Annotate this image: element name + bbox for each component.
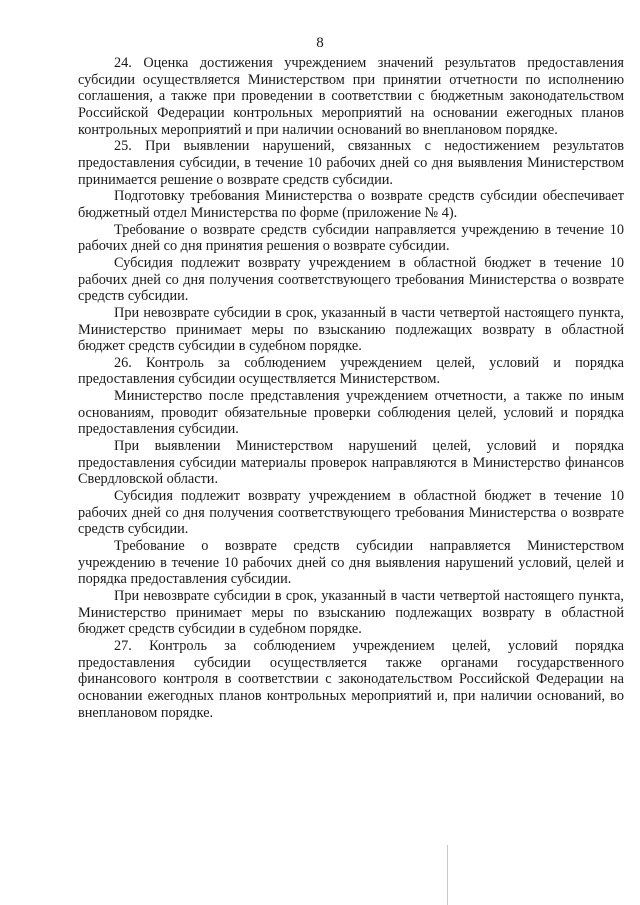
paragraph-26-inspections: Министерство после представления учреждением отчетности, а также по иным основаниям, проводит обязательные проверки соблюдения целей, условий и порядка предоставления субсидии. [78,388,624,438]
paragraph-25-requirement-preparation: Подготовку требования Министерства о возврате средств субсидии обеспечивает бюджетный отдел Министерства по форме (приложение № 4). [78,188,624,221]
scan-artifact-line [447,845,448,905]
paragraph-26-refund: Субсидия подлежит возврату учреждением в областной бюджет в течение 10 рабочих дней со дня получения соответствующего требования Министерства о возврате средств субсидии. [78,488,624,538]
paragraph-26-requirement: Требование о возврате средств субсидии направляется Министерством учреждению в течение 10 рабочих дней со дня выявления нарушений условий, целей и порядка предоставления субсидии. [78,538,624,588]
paragraph-25-recovery: При невозврате субсидии в срок, указанный в части четвертой настоящего пункта, Министерство принимает меры по взысканию подлежащих возврату в областной бюджет средств субсидии в судебном порядке. [78,304,624,355]
paragraph-25-refund: Субсидия подлежит возврату учреждением в областной бюджет в течение 10 рабочих дней со дня получения соответствующего требования Министерства о возврате средств субсидии. [78,254,624,305]
paragraph-24: 24. Оценка достижения учреждением значений результатов предоставления субсидии осуществляется Министерством при принятии отчетности по исполнению соглашения, а также при проведении в соответствии с бюджетным законодательством Российской Федерации контрольных мероприятий на основании ежегодных планов контрольных мероприятий и при наличии оснований во внеплановом порядке. [78,55,624,138]
paragraph-26-violations: При выявлении Министерством нарушений целей, условий и порядка предоставления субсидии материалы проверок направляются в Министерство финансов Свердловской области. [78,438,624,488]
paragraph-26-recovery: При невозврате субсидии в срок, указанный в части четвертой настоящего пункта, Министерство принимает меры по взысканию подлежащих возврату в областной бюджет средств субсидии в судебном порядке. [78,588,624,638]
paragraph-25: 25. При выявлении нарушений, связанных с недостижением результатов предоставления субсидии, в течение 10 рабочих дней со дня выявления Министерством принимается решение о возврате средств субсидии. [78,138,624,188]
page-number: 8 [316,35,324,51]
paragraph-25-requirement-sending: Требование о возврате средств субсидии направляется учреждению в течение 10 рабочих дней со дня принятия решения о возврате субсидии. [78,221,624,255]
paragraph-26: 26. Контроль за соблюдением учреждением целей, условий и порядка предоставления субсидии осуществляется Министерством. [78,354,624,388]
document-body [78,55,624,721]
paragraph-27: 27. Контроль за соблюдением учреждением целей, условий порядка предоставления субсидии осуществляется также органами государственного финансового контроля в соответствии с законодательством Российской Федерации на основании ежегодных планов контрольных мероприятий и, при наличии оснований, во внеплановом порядке. [78,637,624,721]
